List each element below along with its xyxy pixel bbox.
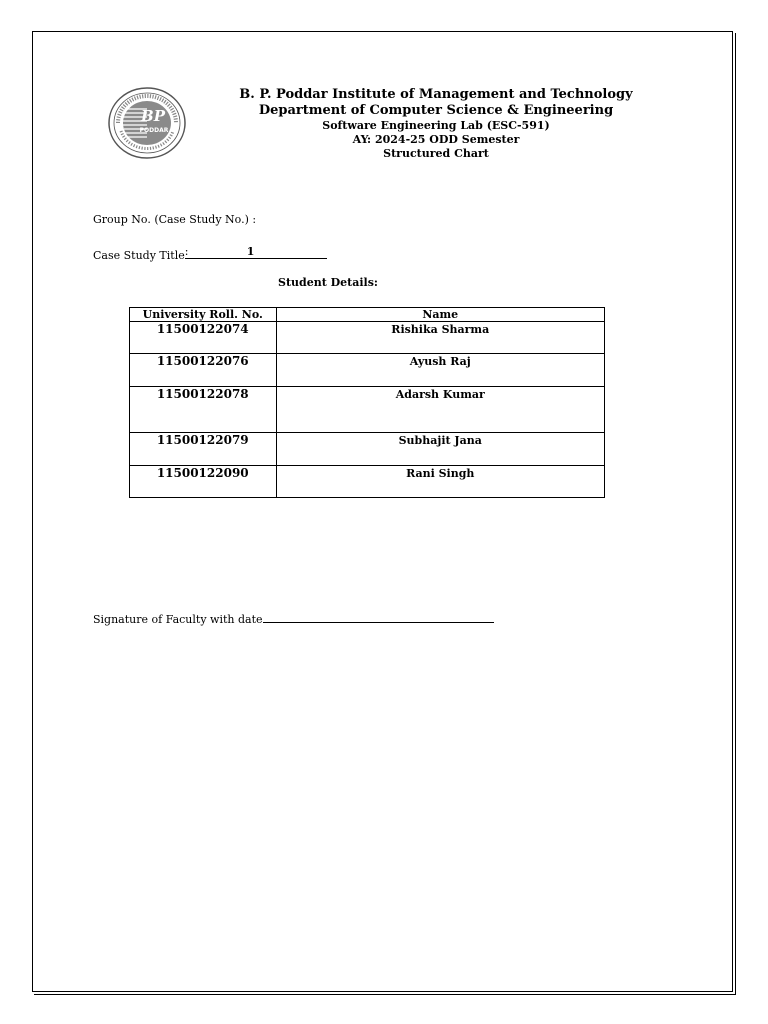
institute-name: B. P. Poddar Institute of Management and Technology <box>239 87 633 102</box>
table-row <box>130 387 605 433</box>
header-name: Name <box>276 308 605 322</box>
logo-initials: BP <box>141 107 165 125</box>
faculty-signature-field <box>93 611 494 626</box>
table-row <box>130 433 605 466</box>
department-name: Department of Computer Science & Engineering <box>258 103 614 118</box>
academic-year: AY: 2024-25 ODD Semester <box>352 133 520 146</box>
group-number-field <box>93 213 256 226</box>
table-row <box>130 354 605 387</box>
case-study-title-value-line <box>185 245 327 259</box>
page-shadow-right <box>733 33 736 995</box>
case-study-title-value: 1 <box>246 245 255 258</box>
student-name-cell: Subhajit Jana <box>276 433 605 466</box>
roll-number-cell: 11500122078 <box>130 387 277 433</box>
student-details-table <box>129 307 605 498</box>
student-name-cell: Rani Singh <box>276 466 605 498</box>
logo-name: PODDAR <box>139 127 169 134</box>
case-study-title-field <box>93 245 327 262</box>
student-name-cell: Adarsh Kumar <box>276 387 605 433</box>
group-number-label: Group No. (Case Study No.) : <box>93 213 257 226</box>
student-name-cell: Ayush Raj <box>276 354 605 387</box>
roll-number-cell: 11500122090 <box>130 466 277 498</box>
header-roll-no: University Roll. No. <box>130 308 277 322</box>
lab-name: Software Engineering Lab (ESC-591) <box>322 119 550 132</box>
table-row <box>130 322 605 354</box>
faculty-signature-line <box>263 611 494 623</box>
table-row <box>130 466 605 498</box>
student-name-cell: Rishika Sharma <box>276 322 605 354</box>
roll-number-cell: 11500122074 <box>130 322 277 354</box>
page-border <box>32 31 733 992</box>
faculty-signature-label: Signature of Faculty with date <box>93 613 263 626</box>
document-title: Structured Chart <box>383 147 489 160</box>
roll-number-cell: 11500122079 <box>130 433 277 466</box>
case-study-title-label: Case Study Title <box>93 249 185 262</box>
student-details-heading: Student Details: <box>278 276 378 289</box>
document-header <box>226 86 646 161</box>
case-study-title-colon: : <box>184 245 189 258</box>
page-shadow-bottom <box>34 992 736 995</box>
roll-number-cell: 11500122076 <box>130 354 277 387</box>
table-header-row <box>130 308 605 322</box>
institute-logo <box>107 87 187 159</box>
